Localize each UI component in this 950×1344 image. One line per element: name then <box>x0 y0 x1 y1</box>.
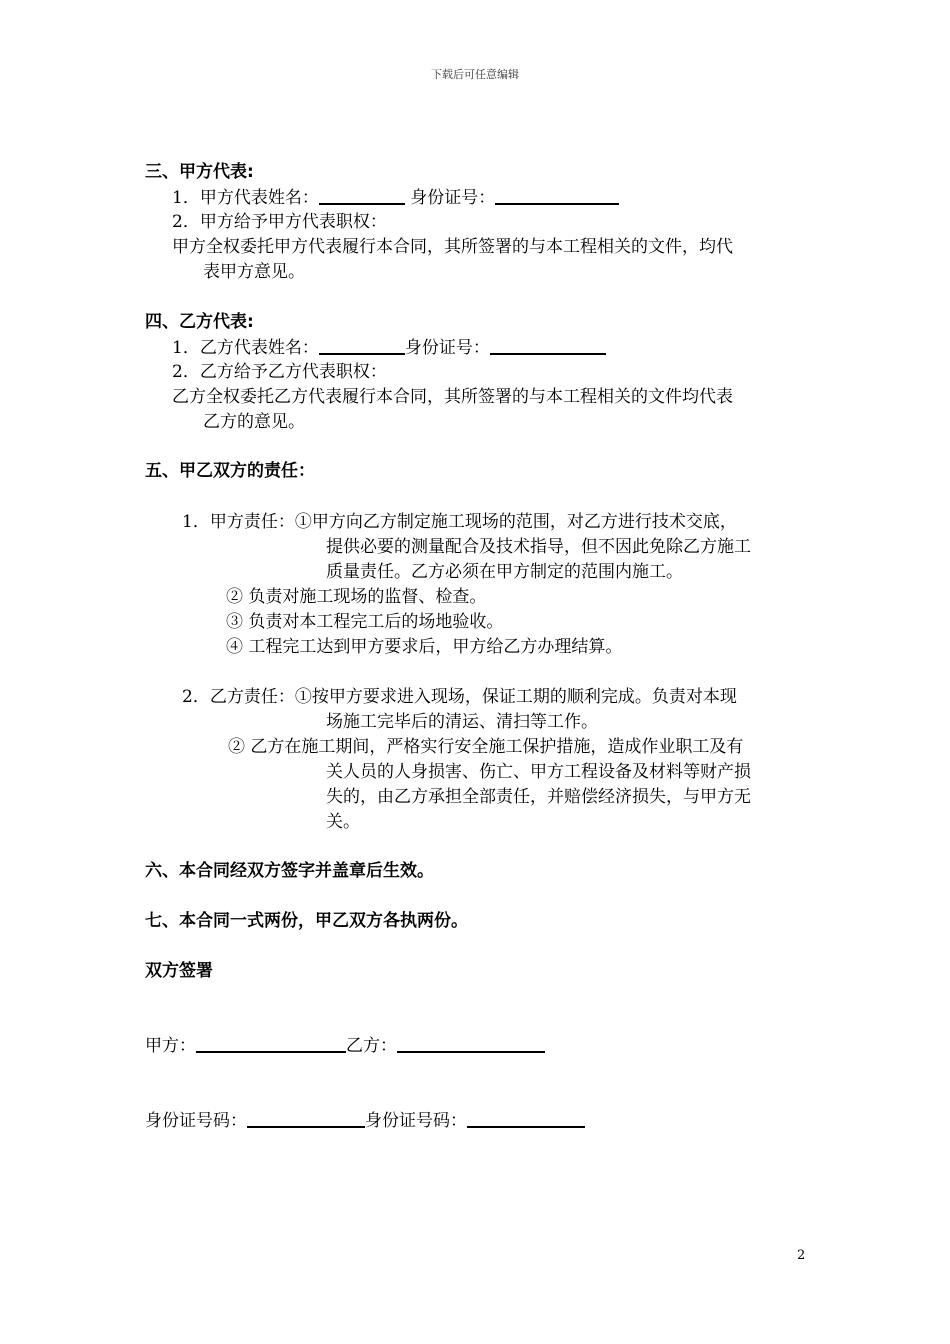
sec3-rep-name-row <box>172 185 619 210</box>
party-a-duty-line3: 质量责任。乙方必须在甲方制定的范围内施工。 <box>326 562 683 582</box>
section-7: 七、本合同一式两份，甲乙双方各执两份。 <box>145 911 468 931</box>
sec3-rep-id-label: 身份证号： <box>410 188 496 208</box>
party-a-label: 甲方： <box>145 1036 196 1056</box>
sec3-rep-name-blank <box>319 185 405 205</box>
party-b-id-blank[interactable] <box>467 1108 585 1128</box>
party-b-duty-line4: 关人员的人身损害、伤亡、甲方工程设备及材料等财产损 <box>326 762 751 782</box>
sec3-para-line2: 表甲方意见。 <box>203 262 305 282</box>
party-a-id-label: 身份证号码： <box>145 1111 247 1131</box>
party-a-duty-line1: 1．甲方责任：①甲方向乙方制定施工现场的范围，对乙方进行技术交底， <box>182 512 737 532</box>
sec4-rep-name-blank <box>319 335 405 355</box>
party-a-duty-line6: ④ 工程完工达到甲方要求后，甲方给乙方办理结算。 <box>226 637 623 657</box>
sec4-para-line2: 乙方的意见。 <box>203 412 305 432</box>
party-b-duty-line3: ② 乙方在施工期间，严格实行安全施工保护措施，造成作业职工及有 <box>228 737 744 757</box>
party-a-id-blank[interactable] <box>247 1108 365 1128</box>
party-b-duty-line2: 场施工完毕后的清运、清扫等工作。 <box>326 712 598 732</box>
sec3-item2: 2．甲方给予甲方代表职权： <box>172 212 387 232</box>
party-b-id-label: 身份证号码： <box>365 1111 467 1131</box>
sec4-rep-id-blank <box>490 335 606 355</box>
party-b-duty-line5: 失的，由乙方承担全部责任，并赔偿经济损失，与甲方无 <box>326 787 751 807</box>
party-b-label: 乙方： <box>346 1036 397 1056</box>
section-5-title: 五、甲乙双方的责任： <box>145 461 315 481</box>
id-signature-row <box>145 1108 585 1133</box>
section-3-title: 三、甲方代表: <box>145 162 254 182</box>
party-b-signature-blank[interactable] <box>397 1033 545 1053</box>
sec4-item2: 2．乙方给予乙方代表职权： <box>172 362 387 382</box>
sec4-para-line1: 乙方全权委托乙方代表履行本合同，其所签署的与本工程相关的文件均代表 <box>172 387 733 407</box>
party-a-duty-line5: ③ 负责对本工程完工后的场地验收。 <box>226 612 504 632</box>
party-b-duty-line6: 关。 <box>326 812 360 832</box>
party-a-duty-line2: 提供必要的测量配合及技术指导，但不因此免除乙方施工 <box>326 537 751 557</box>
signature-title: 双方签署 <box>145 961 213 981</box>
party-a-signature-blank[interactable] <box>196 1033 346 1053</box>
section-4-title: 四、乙方代表: <box>145 312 254 332</box>
sec3-rep-id-blank <box>495 185 619 205</box>
sec4-rep-name-row <box>172 335 606 360</box>
page-header: 下载后可任意编辑 <box>431 68 519 81</box>
sec3-rep-name-label: 1．甲方代表姓名： <box>172 188 319 208</box>
party-a-duty-line4: ② 负责对施工现场的监督、检查。 <box>226 587 487 607</box>
page-number: 2 <box>797 1248 806 1263</box>
sec4-rep-id-label: 身份证号： <box>404 338 490 358</box>
party-b-duty-line1: 2．乙方责任：①按甲方要求进入现场，保证工期的顺利完成。负责对本现 <box>182 687 737 707</box>
sec4-rep-name-label: 1．乙方代表姓名： <box>172 338 319 358</box>
sec3-para-line1: 甲方全权委托甲方代表履行本合同，其所签署的与本工程相关的文件，均代 <box>172 237 733 257</box>
party-signature-row <box>145 1033 545 1058</box>
section-6: 六、本合同经双方签字并盖章后生效。 <box>145 861 434 881</box>
